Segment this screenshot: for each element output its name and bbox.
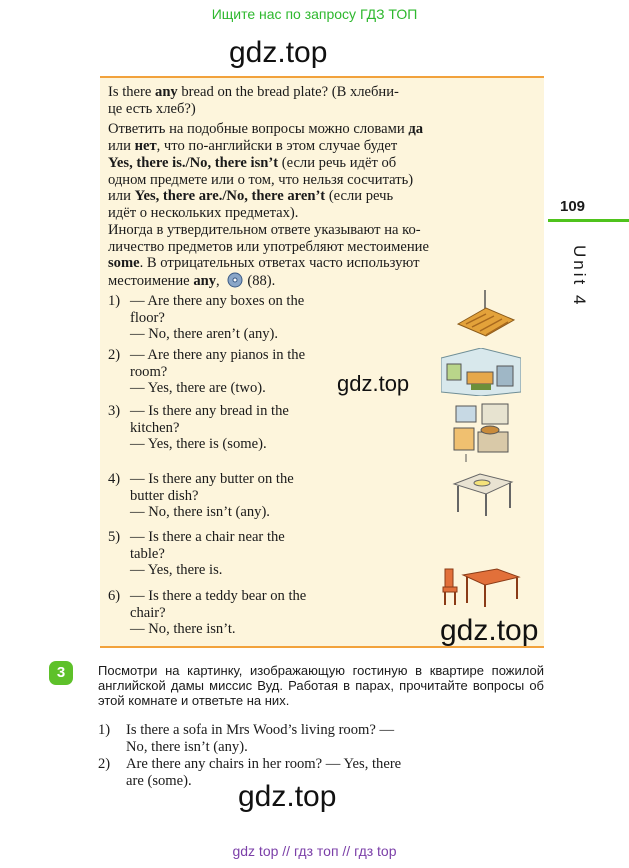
example-4: 4) — Is there any butter on the butter dish? — No, there isn’t (any).: [108, 471, 294, 521]
intro-p2-line1: Ответить на подобные вопросы можно словами да: [108, 121, 423, 137]
watermark: gdz.top: [229, 36, 328, 69]
footer-links[interactable]: gdz top // гдз топ // гдз top: [232, 843, 397, 859]
page-number-bar: [548, 219, 629, 222]
living-room-illustration: [441, 348, 521, 396]
task-instructions: Посмотри на картинку, изображающую гостиную в квартире пожилой английской дамы миссис Вуд. Работая в парах, прочитайте вопросы об этой комнате и ответьте на них.: [98, 663, 544, 708]
table-butter-illustration: [450, 470, 516, 518]
audio-cd-icon[interactable]: [227, 272, 243, 293]
example-3: 3) — Is there any bread in the kitchen? — Yes, there is (some).: [108, 403, 289, 453]
example-1: 1) — Are there any boxes on the floor? — No, there aren’t (any).: [108, 293, 305, 343]
intro-p2-line5: или Yes, there are./No, there aren’t (если речь: [108, 188, 394, 204]
watermark-box: gdz.top: [440, 614, 539, 647]
intro-p2-line2: или нет, что по-английски в этом случае будет: [108, 138, 398, 154]
intro-p3-line2: личество предметов или употребляют местоимение: [108, 239, 429, 255]
example-5: 5) — Is there a chair near the table? — Yes, there is.: [108, 529, 285, 579]
page-number: 109: [560, 198, 586, 215]
example-6: 6) — Is there a teddy bear on the chair? — No, there isn’t.: [108, 588, 307, 638]
kitchen-illustration: [452, 402, 512, 464]
intro-p3-line1: Иногда в утвердительном ответе указывают на ко-: [108, 222, 421, 238]
intro-p2-line3: Yes, there is./No, there isn’t (если речь идёт об: [108, 155, 397, 171]
hanging-lamp-illustration: [452, 290, 518, 342]
watermark-bottom: gdz.top: [238, 780, 337, 813]
unit-label: Unit 4: [570, 245, 589, 308]
intro-p2-line4: одном предмете или о том, что нельзя сосчитать): [108, 172, 414, 188]
intro-p3-line3: some. В отрицательных ответах часто используют: [108, 255, 420, 271]
answer-1: 1) Is there a sofa in Mrs Wood’s living room? — No, there isn’t (any).: [98, 722, 395, 755]
answer-2: 2) Are there any chairs in her room? — Yes, there are (some).: [98, 756, 402, 789]
top-banner[interactable]: Ищите нас по запросу ГДЗ ТОП: [211, 6, 418, 22]
intro-p2-line6: идёт о нескольких предметах).: [108, 205, 299, 221]
watermark-inline: gdz.top: [337, 371, 410, 396]
intro-line-2: це есть хлеб?): [108, 101, 196, 117]
example-2: 2) — Are there any pianos in the room? — Yes, there are (two).: [108, 347, 306, 397]
intro-p3-line4: местоимение any, (88).: [108, 272, 536, 293]
exercise-badge: 3: [49, 661, 73, 685]
intro-line-1: Is there any bread on the bread plate? (В хлебни-: [108, 84, 399, 100]
table-chair-illustration: [441, 565, 521, 609]
